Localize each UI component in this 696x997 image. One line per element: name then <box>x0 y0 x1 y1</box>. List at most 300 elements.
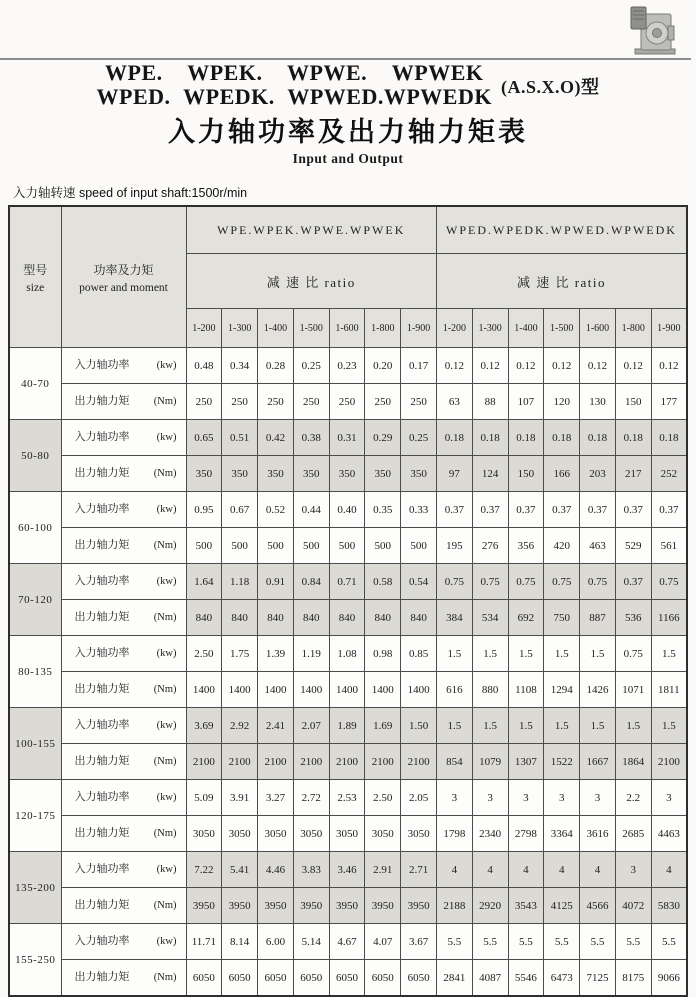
ratio-header-cell: 1-900 <box>651 309 687 348</box>
power-value-cell: 0.51 <box>222 420 258 456</box>
torque-value-cell: 250 <box>401 384 437 420</box>
gear-reducer-photo <box>621 2 683 58</box>
torque-value-cell: 350 <box>329 456 365 492</box>
row-label-torque-unit: (Nm) <box>153 828 177 839</box>
torque-value-cell: 1426 <box>580 672 616 708</box>
model-type-suffix: (A.S.X.O)型 <box>500 77 600 97</box>
power-value-cell: 0.91 <box>258 564 294 600</box>
torque-value-cell: 1071 <box>615 672 651 708</box>
torque-value-cell: 107 <box>508 384 544 420</box>
power-value-cell: 0.67 <box>222 492 258 528</box>
torque-value-cell: 3050 <box>401 816 437 852</box>
power-value-cell: 5.5 <box>580 924 616 960</box>
torque-value-cell: 6050 <box>401 960 437 997</box>
row-label-power-text: 入力轴功率 <box>74 791 130 803</box>
row-label-power-text: 入力轴功率 <box>74 431 130 443</box>
torque-value-cell: 1864 <box>615 744 651 780</box>
torque-value-cell: 217 <box>615 456 651 492</box>
row-label-power-unit: (kw) <box>156 504 177 515</box>
torque-value-cell: 150 <box>615 384 651 420</box>
row-label-torque <box>61 960 186 997</box>
torque-value-cell: 250 <box>293 384 329 420</box>
torque-value-cell: 2100 <box>258 744 294 780</box>
power-value-cell: 5.5 <box>436 924 472 960</box>
torque-value-cell: 500 <box>186 528 222 564</box>
torque-value-cell: 6473 <box>544 960 580 997</box>
power-value-cell: 0.12 <box>615 348 651 384</box>
power-value-cell: 1.5 <box>651 708 687 744</box>
row-label-power-unit: (kw) <box>156 864 177 875</box>
torque-value-cell: 6050 <box>186 960 222 997</box>
row-label-torque-unit: (Nm) <box>153 972 177 983</box>
torque-value-cell: 529 <box>615 528 651 564</box>
torque-value-cell: 4072 <box>615 888 651 924</box>
power-value-cell: 2.71 <box>401 852 437 888</box>
row-label-torque-text: 出力轴力矩 <box>74 539 130 551</box>
power-value-cell: 4 <box>651 852 687 888</box>
torque-value-cell: 1400 <box>258 672 294 708</box>
power-value-cell: 3 <box>544 780 580 816</box>
row-label-torque <box>61 528 186 564</box>
power-value-cell: 4 <box>472 852 508 888</box>
power-value-cell: 0.33 <box>401 492 437 528</box>
torque-value-cell: 1400 <box>293 672 329 708</box>
size-cell: 80-135 <box>9 636 61 708</box>
torque-value-cell: 6050 <box>293 960 329 997</box>
power-value-cell: 0.29 <box>365 420 401 456</box>
power-value-cell: 0.25 <box>293 348 329 384</box>
torque-value-cell: 3950 <box>293 888 329 924</box>
torque-value-cell: 3950 <box>329 888 365 924</box>
power-value-cell: 0.12 <box>580 348 616 384</box>
row-label-torque-unit: (Nm) <box>153 756 177 767</box>
torque-value-cell: 2100 <box>329 744 365 780</box>
power-value-cell: 0.18 <box>436 420 472 456</box>
power-value-cell: 1.5 <box>544 636 580 672</box>
power-value-cell: 2.53 <box>329 780 365 816</box>
power-value-cell: 0.85 <box>401 636 437 672</box>
torque-value-cell: 350 <box>293 456 329 492</box>
torque-value-cell: 4566 <box>580 888 616 924</box>
power-value-cell: 1.69 <box>365 708 401 744</box>
power-value-cell: 3 <box>651 780 687 816</box>
power-value-cell: 1.5 <box>580 708 616 744</box>
row-label-power-text: 入力轴功率 <box>74 935 130 947</box>
power-value-cell: 0.34 <box>222 348 258 384</box>
torque-value-cell: 854 <box>436 744 472 780</box>
size-cell: 120-175 <box>9 780 61 852</box>
power-value-cell: 5.09 <box>186 780 222 816</box>
power-value-cell: 0.37 <box>472 492 508 528</box>
row-label-power-unit: (kw) <box>156 720 177 731</box>
size-cell: 135-200 <box>9 852 61 924</box>
torque-value-cell: 4463 <box>651 816 687 852</box>
power-torque-table <box>8 205 688 997</box>
power-value-cell: 0.25 <box>401 420 437 456</box>
torque-value-cell: 88 <box>472 384 508 420</box>
power-value-cell: 0.38 <box>293 420 329 456</box>
power-value-cell: 0.95 <box>186 492 222 528</box>
torque-value-cell: 2798 <box>508 816 544 852</box>
power-value-cell: 0.37 <box>615 492 651 528</box>
power-value-cell: 0.23 <box>329 348 365 384</box>
power-value-cell: 1.08 <box>329 636 365 672</box>
torque-value-cell: 840 <box>401 600 437 636</box>
torque-value-cell: 350 <box>186 456 222 492</box>
row-label-torque-text: 出力轴力矩 <box>74 827 130 839</box>
page-title-english: Input and Output <box>292 151 404 166</box>
torque-value-cell: 2685 <box>615 816 651 852</box>
row-label-power-text: 入力轴功率 <box>74 503 130 515</box>
power-value-cell: 3.46 <box>329 852 365 888</box>
torque-value-cell: 250 <box>258 384 294 420</box>
ratio-header-cell: 1-600 <box>580 309 616 348</box>
power-value-cell: 2.92 <box>222 708 258 744</box>
power-value-cell: 0.12 <box>508 348 544 384</box>
torque-value-cell: 203 <box>580 456 616 492</box>
torque-value-cell: 840 <box>365 600 401 636</box>
torque-value-cell: 2340 <box>472 816 508 852</box>
col-header-size <box>9 206 61 348</box>
torque-value-cell: 561 <box>651 528 687 564</box>
torque-value-cell: 2100 <box>293 744 329 780</box>
row-label-torque <box>61 384 186 420</box>
row-label-torque-unit: (Nm) <box>153 900 177 911</box>
row-label-power-unit: (kw) <box>156 792 177 803</box>
power-value-cell: 3 <box>472 780 508 816</box>
torque-value-cell: 3950 <box>222 888 258 924</box>
power-value-cell: 5.41 <box>222 852 258 888</box>
ratio-header-cell: 1-300 <box>472 309 508 348</box>
row-label-power-text: 入力轴功率 <box>74 575 130 587</box>
page-title-chinese: 入力轴功率及出力轴力矩表 <box>168 117 528 147</box>
torque-value-cell: 500 <box>222 528 258 564</box>
row-label-power <box>61 564 186 600</box>
torque-value-cell: 1166 <box>651 600 687 636</box>
power-value-cell: 0.37 <box>436 492 472 528</box>
torque-value-cell: 4125 <box>544 888 580 924</box>
torque-value-cell: 1400 <box>401 672 437 708</box>
torque-value-cell: 276 <box>472 528 508 564</box>
row-label-power <box>61 924 186 960</box>
torque-value-cell: 1400 <box>186 672 222 708</box>
power-value-cell: 0.18 <box>508 420 544 456</box>
power-value-cell: 3.67 <box>401 924 437 960</box>
power-value-cell: 1.5 <box>508 636 544 672</box>
size-cell: 70-120 <box>9 564 61 636</box>
torque-value-cell: 500 <box>258 528 294 564</box>
power-value-cell: 0.48 <box>186 348 222 384</box>
row-label-power <box>61 852 186 888</box>
ratio-header-cell: 1-900 <box>401 309 437 348</box>
torque-value-cell: 2188 <box>436 888 472 924</box>
power-value-cell: 0.44 <box>293 492 329 528</box>
row-label-torque-text: 出力轴力矩 <box>74 467 130 479</box>
power-value-cell: 3 <box>436 780 472 816</box>
power-value-cell: 2.50 <box>186 636 222 672</box>
col-header-size-cn: 型号 <box>23 262 48 277</box>
row-label-power-text: 入力轴功率 <box>74 647 130 659</box>
torque-value-cell: 4087 <box>472 960 508 997</box>
power-value-cell: 0.37 <box>615 564 651 600</box>
row-label-torque <box>61 456 186 492</box>
power-value-cell: 0.75 <box>436 564 472 600</box>
row-label-power <box>61 780 186 816</box>
power-value-cell: 0.18 <box>580 420 616 456</box>
torque-value-cell: 1798 <box>436 816 472 852</box>
ratio-header-cell: 1-600 <box>329 309 365 348</box>
torque-value-cell: 350 <box>365 456 401 492</box>
row-label-torque-text: 出力轴力矩 <box>74 683 130 695</box>
power-value-cell: 1.5 <box>615 708 651 744</box>
torque-value-cell: 124 <box>472 456 508 492</box>
power-value-cell: 2.05 <box>401 780 437 816</box>
power-value-cell: 1.75 <box>222 636 258 672</box>
input-shaft-speed-note: 入力轴转速 speed of input shaft:1500r/min <box>13 186 248 200</box>
ratio-label-wpe: 减 速 比 ratio <box>186 254 436 309</box>
row-label-torque-unit: (Nm) <box>153 684 177 695</box>
power-value-cell: 0.37 <box>651 492 687 528</box>
power-value-cell: 2.07 <box>293 708 329 744</box>
power-value-cell: 3 <box>615 852 651 888</box>
torque-value-cell: 2841 <box>436 960 472 997</box>
torque-value-cell: 3050 <box>186 816 222 852</box>
torque-value-cell: 120 <box>544 384 580 420</box>
ratio-header-cell: 1-800 <box>615 309 651 348</box>
size-cell: 60-100 <box>9 492 61 564</box>
power-value-cell: 4.46 <box>258 852 294 888</box>
torque-value-cell: 250 <box>186 384 222 420</box>
torque-value-cell: 2100 <box>365 744 401 780</box>
power-value-cell: 0.75 <box>544 564 580 600</box>
torque-value-cell: 536 <box>615 600 651 636</box>
power-value-cell: 0.37 <box>508 492 544 528</box>
torque-value-cell: 2100 <box>222 744 258 780</box>
group-header-wpe: WPE.WPEK.WPWE.WPWEK <box>186 206 436 254</box>
power-value-cell: 0.98 <box>365 636 401 672</box>
row-label-torque-unit: (Nm) <box>153 540 177 551</box>
power-value-cell: 0.12 <box>651 348 687 384</box>
row-label-torque-text: 出力轴力矩 <box>74 395 130 407</box>
torque-value-cell: 3050 <box>258 816 294 852</box>
ratio-header-cell: 1-500 <box>293 309 329 348</box>
row-label-power <box>61 636 186 672</box>
power-value-cell: 0.75 <box>615 636 651 672</box>
torque-value-cell: 3950 <box>365 888 401 924</box>
ratio-header-cell: 1-500 <box>544 309 580 348</box>
power-value-cell: 1.5 <box>651 636 687 672</box>
col-header-power-moment-en: power and moment <box>79 281 168 294</box>
power-value-cell: 3.69 <box>186 708 222 744</box>
torque-value-cell: 3616 <box>580 816 616 852</box>
power-value-cell: 0.18 <box>651 420 687 456</box>
torque-value-cell: 3950 <box>186 888 222 924</box>
ratio-header-cell: 1-400 <box>258 309 294 348</box>
torque-value-cell: 2100 <box>186 744 222 780</box>
power-value-cell: 1.39 <box>258 636 294 672</box>
row-label-torque-text: 出力轴力矩 <box>74 611 130 623</box>
torque-value-cell: 500 <box>329 528 365 564</box>
power-value-cell: 1.89 <box>329 708 365 744</box>
row-label-torque-unit: (Nm) <box>153 468 177 479</box>
power-value-cell: 5.5 <box>651 924 687 960</box>
torque-value-cell: 6050 <box>329 960 365 997</box>
torque-value-cell: 500 <box>293 528 329 564</box>
torque-value-cell: 2920 <box>472 888 508 924</box>
row-label-power-unit: (kw) <box>156 648 177 659</box>
table-header <box>9 206 687 348</box>
torque-value-cell: 166 <box>544 456 580 492</box>
row-label-torque <box>61 672 186 708</box>
power-value-cell: 0.71 <box>329 564 365 600</box>
power-value-cell: 3 <box>580 780 616 816</box>
torque-value-cell: 534 <box>472 600 508 636</box>
torque-value-cell: 2100 <box>401 744 437 780</box>
power-value-cell: 1.18 <box>222 564 258 600</box>
power-value-cell: 0.52 <box>258 492 294 528</box>
power-value-cell: 5.5 <box>544 924 580 960</box>
size-cell: 50-80 <box>9 420 61 492</box>
power-value-cell: 0.84 <box>293 564 329 600</box>
power-value-cell: 2.41 <box>258 708 294 744</box>
torque-value-cell: 880 <box>472 672 508 708</box>
torque-value-cell: 840 <box>186 600 222 636</box>
torque-value-cell: 840 <box>293 600 329 636</box>
power-value-cell: 4.67 <box>329 924 365 960</box>
torque-value-cell: 840 <box>222 600 258 636</box>
torque-value-cell: 250 <box>222 384 258 420</box>
row-label-torque <box>61 816 186 852</box>
torque-value-cell: 3050 <box>365 816 401 852</box>
power-value-cell: 2.2 <box>615 780 651 816</box>
torque-value-cell: 3050 <box>329 816 365 852</box>
torque-value-cell: 63 <box>436 384 472 420</box>
torque-value-cell: 1307 <box>508 744 544 780</box>
power-value-cell: 5.14 <box>293 924 329 960</box>
torque-value-cell: 356 <box>508 528 544 564</box>
power-value-cell: 3.91 <box>222 780 258 816</box>
ratio-label-wped: 减 速 比 ratio <box>436 254 687 309</box>
row-label-torque-text: 出力轴力矩 <box>74 755 130 767</box>
torque-value-cell: 500 <box>365 528 401 564</box>
row-label-power <box>61 420 186 456</box>
power-value-cell: 4 <box>544 852 580 888</box>
torque-value-cell: 3050 <box>222 816 258 852</box>
torque-value-cell: 350 <box>222 456 258 492</box>
power-value-cell: 1.50 <box>401 708 437 744</box>
col-header-power-moment <box>61 206 186 348</box>
torque-value-cell: 1400 <box>365 672 401 708</box>
title-block <box>0 61 696 167</box>
power-value-cell: 0.28 <box>258 348 294 384</box>
power-value-cell: 0.12 <box>472 348 508 384</box>
power-value-cell: 8.14 <box>222 924 258 960</box>
power-value-cell: 5.5 <box>508 924 544 960</box>
ratio-header-cell: 1-200 <box>436 309 472 348</box>
torque-value-cell: 130 <box>580 384 616 420</box>
power-value-cell: 5.5 <box>615 924 651 960</box>
torque-value-cell: 463 <box>580 528 616 564</box>
power-value-cell: 1.5 <box>436 636 472 672</box>
torque-value-cell: 6050 <box>222 960 258 997</box>
power-value-cell: 0.18 <box>472 420 508 456</box>
torque-value-cell: 177 <box>651 384 687 420</box>
torque-value-cell: 6050 <box>365 960 401 997</box>
power-value-cell: 3.27 <box>258 780 294 816</box>
power-value-cell: 1.19 <box>293 636 329 672</box>
row-label-torque-text: 出力轴力矩 <box>74 899 130 911</box>
power-value-cell: 11.71 <box>186 924 222 960</box>
row-label-power <box>61 708 186 744</box>
row-label-power-unit: (kw) <box>156 936 177 947</box>
power-value-cell: 3.83 <box>293 852 329 888</box>
power-value-cell: 0.18 <box>544 420 580 456</box>
row-label-torque-unit: (Nm) <box>153 612 177 623</box>
torque-value-cell: 3950 <box>401 888 437 924</box>
torque-value-cell: 500 <box>401 528 437 564</box>
power-value-cell: 1.5 <box>544 708 580 744</box>
torque-value-cell: 3543 <box>508 888 544 924</box>
power-value-cell: 0.18 <box>615 420 651 456</box>
torque-value-cell: 350 <box>401 456 437 492</box>
torque-value-cell: 7125 <box>580 960 616 997</box>
ratio-header-cell: 1-400 <box>508 309 544 348</box>
power-value-cell: 0.75 <box>651 564 687 600</box>
row-label-power-unit: (kw) <box>156 432 177 443</box>
row-label-torque <box>61 744 186 780</box>
torque-value-cell: 1294 <box>544 672 580 708</box>
power-value-cell: 0.35 <box>365 492 401 528</box>
row-label-torque <box>61 600 186 636</box>
torque-value-cell: 5830 <box>651 888 687 924</box>
torque-value-cell: 1667 <box>580 744 616 780</box>
power-value-cell: 1.5 <box>580 636 616 672</box>
torque-value-cell: 1811 <box>651 672 687 708</box>
ratio-header-cell: 1-300 <box>222 309 258 348</box>
power-value-cell: 1.5 <box>508 708 544 744</box>
torque-value-cell: 1108 <box>508 672 544 708</box>
power-value-cell: 2.72 <box>293 780 329 816</box>
torque-value-cell: 350 <box>258 456 294 492</box>
power-value-cell: 4 <box>508 852 544 888</box>
torque-value-cell: 150 <box>508 456 544 492</box>
power-value-cell: 0.37 <box>544 492 580 528</box>
row-label-torque-unit: (Nm) <box>153 396 177 407</box>
power-value-cell: 1.5 <box>436 708 472 744</box>
power-value-cell: 0.54 <box>401 564 437 600</box>
torque-value-cell: 252 <box>651 456 687 492</box>
torque-value-cell: 250 <box>329 384 365 420</box>
power-value-cell: 0.75 <box>580 564 616 600</box>
group-header-wped: WPED.WPEDK.WPWED.WPWEDK <box>436 206 687 254</box>
power-value-cell: 0.40 <box>329 492 365 528</box>
torque-value-cell: 97 <box>436 456 472 492</box>
power-value-cell: 0.37 <box>580 492 616 528</box>
ratio-header-cell: 1-800 <box>365 309 401 348</box>
power-value-cell: 0.58 <box>365 564 401 600</box>
torque-value-cell: 887 <box>580 600 616 636</box>
torque-value-cell: 8175 <box>615 960 651 997</box>
torque-value-cell: 3050 <box>293 816 329 852</box>
torque-value-cell: 250 <box>365 384 401 420</box>
row-label-power <box>61 492 186 528</box>
model-series-line-2: WPED. WPEDK. WPWED.WPWEDK <box>96 84 492 109</box>
table-body <box>9 348 687 997</box>
power-value-cell: 4 <box>580 852 616 888</box>
power-value-cell: 2.91 <box>365 852 401 888</box>
torque-value-cell: 840 <box>329 600 365 636</box>
torque-value-cell: 692 <box>508 600 544 636</box>
